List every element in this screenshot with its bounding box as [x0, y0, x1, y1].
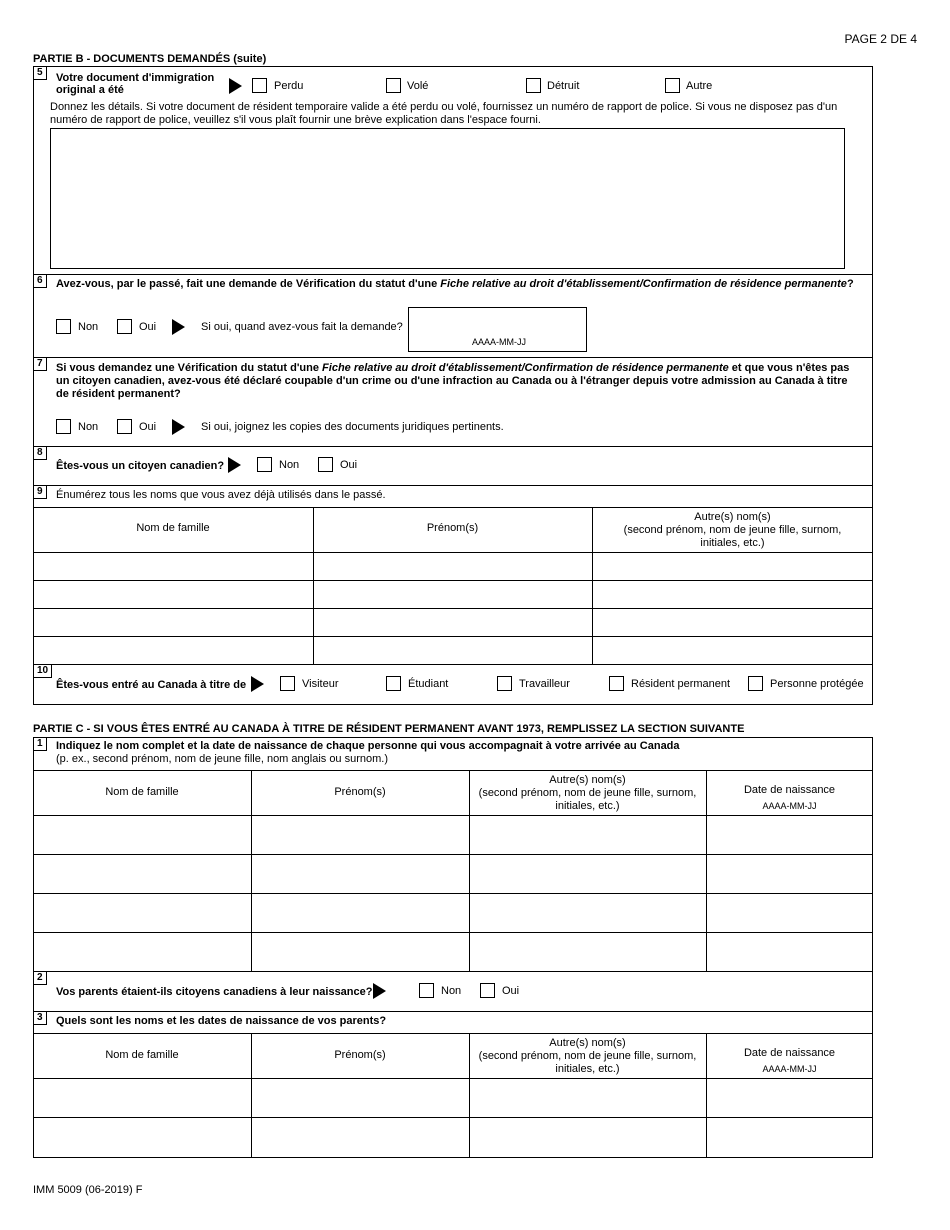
q9-col-given-names: Prénom(s): [426, 522, 479, 534]
q7-arrow-icon: [172, 419, 185, 435]
c1-number: 1: [34, 738, 47, 751]
c3-question: Quels sont les noms et les dates de naissance de vos parents?: [56, 1015, 387, 1027]
c3-col-date-of-birth: Date de naissance AAAA-MM-JJ: [743, 1047, 836, 1074]
q5-label-2: original a été: [56, 84, 124, 96]
q7-no-label: Non: [78, 421, 99, 433]
c2-arrow-icon: [373, 983, 386, 999]
q9-name-field-cells[interactable]: [33, 553, 873, 664]
q5-stolen-label: Volé: [407, 80, 429, 92]
c2-yes-label: Oui: [502, 985, 520, 997]
q10-arrow-icon: [251, 676, 264, 692]
q7-followup: Si oui, joignez les copies des documents juridiques pertinents.: [201, 421, 504, 433]
q8-number: 8: [34, 447, 47, 460]
q5-other-label: Autre: [686, 80, 713, 92]
q5-destroyed-checkbox[interactable]: [526, 78, 541, 93]
q10-protected-person-label: Personne protégée: [770, 678, 864, 690]
q5-arrow-icon: [229, 78, 242, 94]
c3-col-other-names: Autre(s) nom(s) (second prénom, nom de jeune fille, surnom, initiales, etc.): [478, 1037, 697, 1075]
q6-followup: Si oui, quand avez-vous fait la demande?: [201, 321, 403, 333]
q5-label-1: Votre document d'immigration: [56, 72, 215, 84]
q10-worker-checkbox[interactable]: [497, 676, 512, 691]
q5-details-textarea[interactable]: [50, 128, 845, 269]
c1-person-field-cells[interactable]: [33, 816, 873, 971]
q8-question: Êtes-vous un citoyen canadien?: [56, 460, 225, 472]
q7-no-checkbox[interactable]: [56, 419, 71, 434]
q6-yes-checkbox[interactable]: [117, 319, 132, 334]
q6-date-format: AAAA-MM-JJ: [472, 337, 526, 347]
q10-protected-person-checkbox[interactable]: [748, 676, 763, 691]
form-code-footer: IMM 5009 (06-2019) F: [33, 1184, 143, 1196]
c2-question: Vos parents étaient-ils citoyens canadiens à leur naissance?: [56, 986, 373, 998]
q5-lost-label: Perdu: [274, 80, 304, 92]
q9-question: Énumérez tous les noms que vous avez déjà utilisés dans le passé.: [56, 489, 386, 501]
page-number: PAGE 2 DE 4: [844, 32, 917, 46]
q10-visitor-label: Visiteur: [302, 678, 339, 690]
q10-student-checkbox[interactable]: [386, 676, 401, 691]
c2-yes-checkbox[interactable]: [480, 983, 495, 998]
q7-yes-label: Oui: [139, 421, 157, 433]
q7-yes-checkbox[interactable]: [117, 419, 132, 434]
q5-stolen-checkbox[interactable]: [386, 78, 401, 93]
c1-col-given-names: Prénom(s): [334, 786, 386, 798]
q8-yes-label: Oui: [340, 459, 358, 471]
q5-destroyed-label: Détruit: [547, 80, 580, 92]
q8-yes-checkbox[interactable]: [318, 457, 333, 472]
q6-no-checkbox[interactable]: [56, 319, 71, 334]
part-c-title: PARTIE C - SI VOUS ÊTES ENTRÉ AU CANADA À TITRE DE RÉSIDENT PERMANENT AVANT 1973, REMPLISSEZ LA SECTION SUIVANTE: [33, 723, 745, 735]
c2-number: 2: [34, 972, 47, 985]
c2-no-label: Non: [441, 985, 462, 997]
c1-question: Indiquez le nom complet et la date de naissance de chaque personne qui vous accompagnait à votre arrivée au Canada: [56, 740, 680, 752]
q10-visitor-checkbox[interactable]: [280, 676, 295, 691]
c3-col-given-names: Prénom(s): [334, 1049, 386, 1061]
c2-no-checkbox[interactable]: [419, 983, 434, 998]
q10-worker-label: Travailleur: [519, 678, 570, 690]
q5-lost-checkbox[interactable]: [252, 78, 267, 93]
c3-parent-field-cells[interactable]: [33, 1079, 873, 1157]
q5-other-checkbox[interactable]: [665, 78, 680, 93]
q6-yes-label: Oui: [139, 321, 157, 333]
c1-col-other-names: Autre(s) nom(s) (second prénom, nom de jeune fille, surnom, initiales, etc.): [478, 774, 697, 812]
q7-question: Si vous demandez une Vérification du statut d'une Fiche relative au droit d'établissement/Confirmation de résidence permanente et que vous n'êtes pas un citoyen canadien, avez-vous été déclaré coupable d'un crime ou d'une infraction au Canada ou à l'étranger depuis votre admission au Canada à titre de résident permanent?: [56, 362, 850, 400]
q10-permanent-resident-label: Résident permanent: [631, 678, 731, 690]
part-b-title: PARTIE B - DOCUMENTS DEMANDÉS (suite): [33, 53, 267, 65]
c1-note: (p. ex., second prénom, nom de jeune fille, nom anglais ou surnom.): [56, 753, 389, 765]
c3-col-family-name: Nom de famille: [105, 1049, 179, 1061]
c1-col-date-of-birth: Date de naissance AAAA-MM-JJ: [743, 784, 836, 811]
q10-student-label: Étudiant: [408, 678, 449, 690]
q6-arrow-icon: [172, 319, 185, 335]
q10-number: 10: [34, 665, 52, 678]
q5-number: 5: [34, 67, 47, 80]
c1-col-family-name: Nom de famille: [105, 786, 179, 798]
q8-no-checkbox[interactable]: [257, 457, 272, 472]
q6-number: 6: [34, 275, 47, 288]
q9-col-family-name: Nom de famille: [136, 522, 210, 534]
q7-number: 7: [34, 358, 47, 371]
q6-no-label: Non: [78, 321, 99, 333]
q9-col-other-names: Autre(s) nom(s) (second prénom, nom de jeune fille, surnom, initiales, etc.): [623, 511, 842, 549]
q9-number: 9: [34, 486, 47, 499]
q6-question: Avez-vous, par le passé, fait une demande de Vérification du statut d'une Fiche relative au droit d'établissement/Confirmation de résidence permanente?: [56, 278, 854, 290]
q10-permanent-resident-checkbox[interactable]: [609, 676, 624, 691]
q8-arrow-icon: [228, 457, 241, 473]
q5-details-instructions: Donnez les détails. Si votre document de résident temporaire valide a été perdu ou volé, fournissez un numéro de rapport de police. Si vous ne disposez pas d'un numéro de rapport de police, veuillez s'il vous plaît fournir une brève explication dans l'espace fourni.: [50, 101, 838, 126]
q8-no-label: Non: [279, 459, 300, 471]
q10-question: Êtes-vous entré au Canada à titre de: [56, 679, 247, 691]
c3-number: 3: [34, 1012, 47, 1025]
